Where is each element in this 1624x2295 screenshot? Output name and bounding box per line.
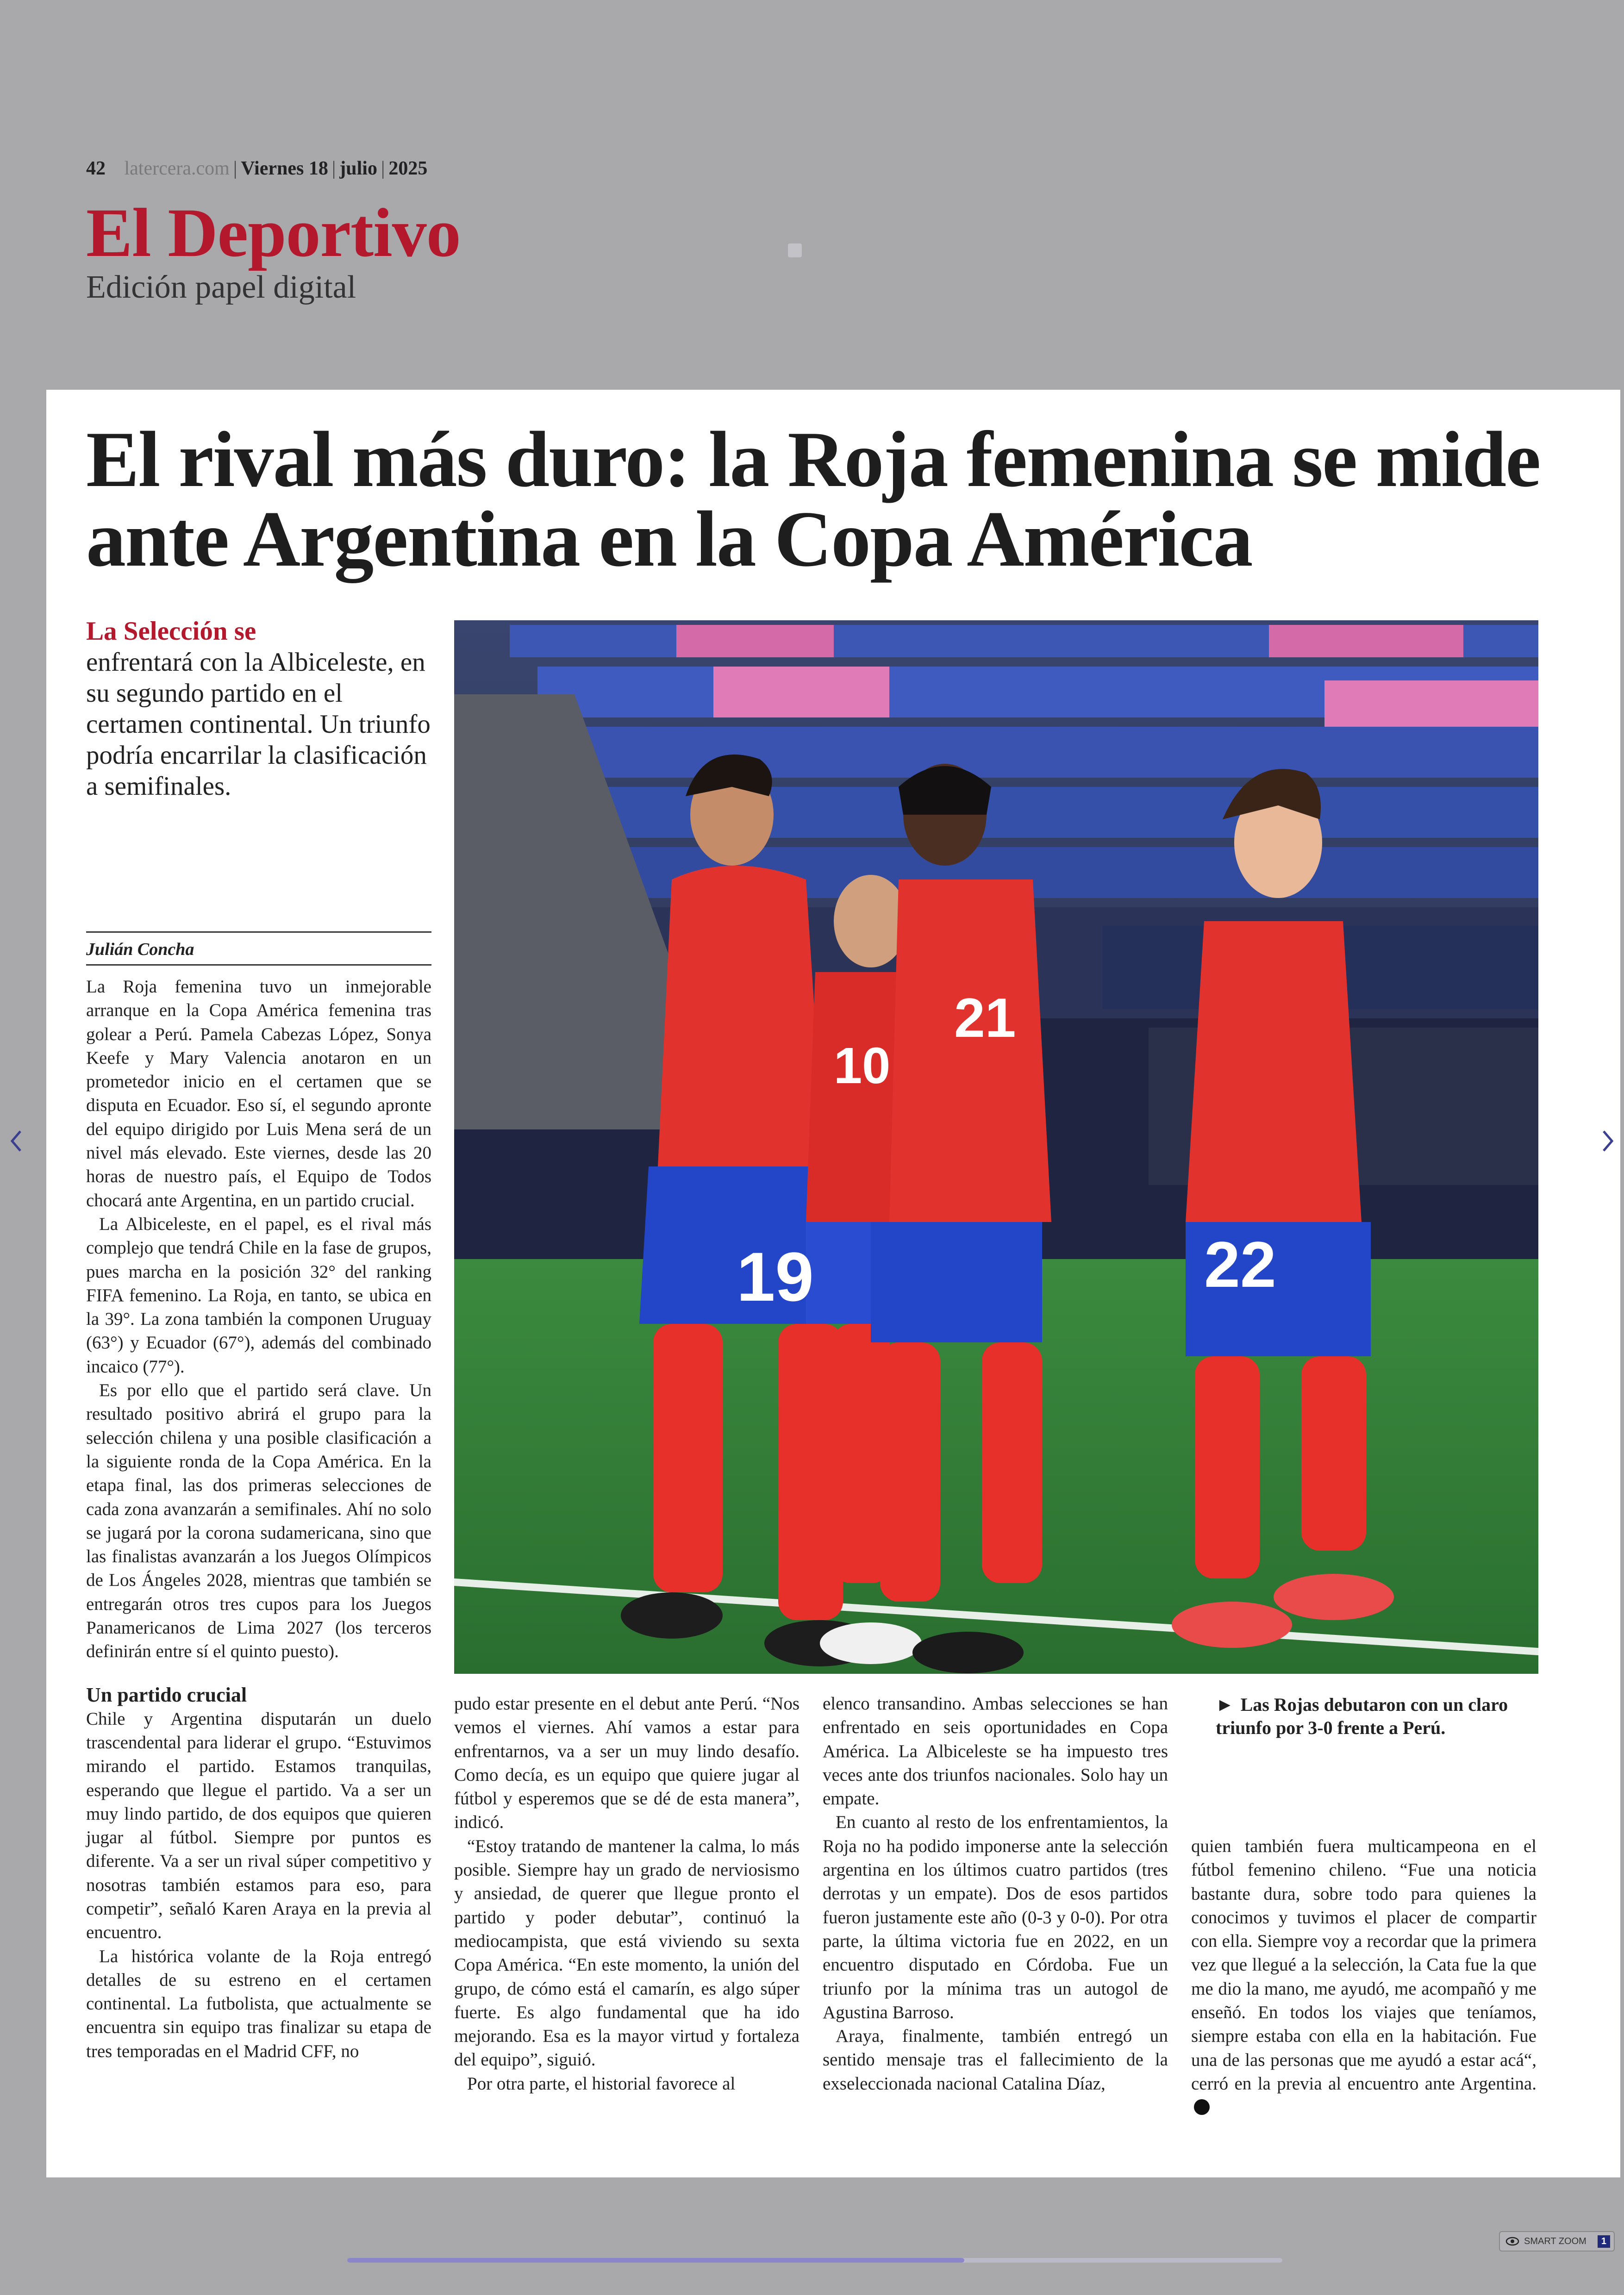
article-column-1 — [86, 975, 431, 2063]
article-column-2 — [454, 1692, 800, 2095]
body-paragraph — [1191, 1834, 1537, 2120]
body-paragraph: Araya, finalmente, también entregó un sentido mensaje tras el fallecimiento de la exseleccionada nacional Catalina Díaz, — [823, 2026, 1168, 2094]
body-paragraph: elenco transandino. Ambas selecciones se han enfrentado en seis oportunidades en Copa América. La Albiceleste se ha impuesto tres veces ante dos triunfos nacionales. Solo hay un empate. — [823, 1694, 1168, 1809]
body-paragraph: Chile y Argentina disputarán un duelo trascendental para liderar el grupo. “Estuvimos mirando el partido. Estamos tranquilas, esperando que llegue el partido. Va a ser un muy lindo partido, de dos equipos que quieren jugar al fútbol. Siempre por puntos es diferente. Va a ser un rival súper competitivo y nosotras también estamos para eso, para competir”, señaló Karen Araya en la previa al encuentro. — [86, 1709, 431, 1943]
date-day: Viernes 18 — [241, 158, 328, 179]
section-logo: El Deportivo — [86, 194, 461, 271]
edition-label: Edición papel digital — [86, 269, 356, 305]
smart-zoom-button[interactable] — [1499, 2231, 1615, 2251]
chevron-left-icon — [7, 1125, 26, 1157]
lead-kicker: La Selección se — [86, 617, 256, 646]
page-number: 42 — [86, 158, 106, 179]
date-year: 2025 — [388, 158, 428, 179]
jersey-number-10: 10 — [834, 1037, 891, 1094]
reading-progress-bar[interactable] — [347, 2258, 1282, 2263]
article-column-3 — [823, 1692, 1168, 2095]
chevron-right-icon — [1598, 1125, 1617, 1157]
body-paragraph: Por otra parte, el historial favorece al — [467, 2073, 736, 2094]
site-name: latercera.com — [124, 158, 230, 179]
masthead — [86, 157, 461, 305]
photo-caption — [1216, 1693, 1538, 1740]
body-paragraph: En cuanto al resto de los enfrentamientos, la Roja no ha podido imponerse ante la selección argentina en los últimos cuatro partidos (tres derrotas y un empate). Dos de esos partidos fueron justamente este año (0-3 y 0-0). Por otra parte, la última victoria fue en 2022, en un encuentro disputado en Córdoba. Fue un triunfo por la mínima tras un autogol de Agustina Barroso. — [823, 1812, 1168, 2022]
body-paragraph: pudo estar presente en el debut ante Perú. “Nos vemos el viernes. Ahí vamos a estar para enfrentarnos, va a ser un muy lindo desafío. Como decía, es un equipo que quiere jugar al fútbol y esperemos que se dé de esta manera”, indicó. — [454, 1694, 800, 1833]
eye-icon — [1505, 2237, 1519, 2246]
next-page-button[interactable] — [1598, 1125, 1617, 1157]
body-paragraph: La Albiceleste, en el papel, es el rival más complejo que tendrá Chile en la fase de grupos, pues marcha en la posición 32° del ranking FIFA femenino. La Roja, en tanto, se ubica en la 39°. La zona también la componen Uruguay (63°) y Ecuador (67°), además del combinado incaico (77°). — [86, 1214, 431, 1377]
players-photo-illustration — [454, 620, 1538, 1674]
headline: El rival más duro: la Roja femenina se mide ante Argentina en la Copa América — [86, 416, 1540, 583]
date-month: julio — [339, 158, 377, 179]
previous-page-button[interactable] — [7, 1125, 26, 1157]
caption-arrow-icon: ► — [1216, 1694, 1234, 1715]
jersey-number-22: 22 — [1204, 1228, 1276, 1301]
closing-paragraph-text: quien también fuera multicampeona en el fútbol femenino chileno. “Fue una noticia bastante dura, sobre todo para quienes la conocimos y tuvimos el placer de compartir con ella. Siempre voy a recordar que la primera vez que llegué a la selección, la Cata fue la que me dio la mano, me ayudó, me acompañó y me enseñó. En todos los viajes que teníamos, siempre estaba con ella en la habitación. Fue una de las personas que me ayudó a estar acá“, cerró en la previa al encuentro ante Argentina. — [1191, 1836, 1537, 2094]
lead-text: enfrentará con la Albiceleste, en su segundo partido en el certamen continental. Un triunfo podría encarrilar la clasificación a semifinales. — [86, 648, 431, 801]
reading-progress-fill — [347, 2258, 964, 2263]
smart-zoom-label: SMART ZOOM — [1524, 2236, 1587, 2246]
article-photo[interactable] — [454, 620, 1538, 1674]
byline: Julián Concha — [86, 931, 431, 966]
end-mark-icon — [1194, 2099, 1210, 2115]
dateline: 42 latercera.com | Viernes 18 | julio | 2025 — [86, 158, 428, 179]
lead-paragraph — [86, 616, 438, 802]
newspaper-page — [46, 390, 1620, 2177]
body-paragraph: La Roja femenina tuvo un inmejorable arranque en la Copa América femenina tras golear a Perú. Pamela Cabezas López, Sonya Keefe y Mary Valencia anotaron en un prometedor inicio en el certamen que se disputa en Ecuador. Eso sí, el segundo apronte del equipo dirigido por Luis Mena será de un nivel más elevado. Este viernes, desde las 20 horas de nuestro país, el Equipo de Todos chocará ante Argentina, en un partido crucial. — [86, 977, 431, 1210]
article-column-4 — [1191, 1834, 1537, 2120]
body-paragraph: La histórica volante de la Roja entregó detalles de su estreno en el certamen continental. La futbolista, que actualmente se encuentra sin equipo tras finalizar su etapa de tres temporadas en el Madrid CFF, no — [86, 1946, 431, 2061]
jersey-number-19: 19 — [737, 1238, 814, 1316]
jersey-number-21: 21 — [954, 987, 1016, 1049]
page-marker-icon[interactable] — [788, 243, 802, 257]
zoom-count-badge: 1 — [1598, 2235, 1610, 2248]
subheading: Un partido crucial — [86, 1683, 247, 1706]
body-paragraph: “Estoy tratando de mantener la calma, lo más posible. Siempre hay un grado de nerviosismo y ansiedad, de querer que llegue pronto el partido y poder debutar”, continuó la mediocampista, que está viviendo su sexta Copa América. “En este momento, la unión del grupo, de cómo está el camarín, es algo súper fuerte. Es algo fundamental que ha ido mejorando. Esa es la mayor virtud y fortaleza del equipo”, siguió. — [454, 1836, 800, 2070]
body-paragraph: Es por ello que el partido será clave. Un resultado positivo abrirá el grupo para la selección chilena y una posible clasificación a la siguiente ronda de la Copa América. En la etapa final, las dos primeras selecciones de cada zona avanzarán a semifinales. Ahí no solo se jugará por la corona sudamericana, sino que las finalistas avanzarán a los Juegos Olímpicos de Los Ángeles 2028, mientras que también se entregarán otros tres cupos para los Juegos Panamericanos de Lima 2027 (los terceros definirán entre sí el quinto puesto). — [86, 1380, 431, 1662]
caption-text: Las Rojas debutaron con un claro triunfo por 3-0 frente a Perú. — [1216, 1694, 1508, 1738]
